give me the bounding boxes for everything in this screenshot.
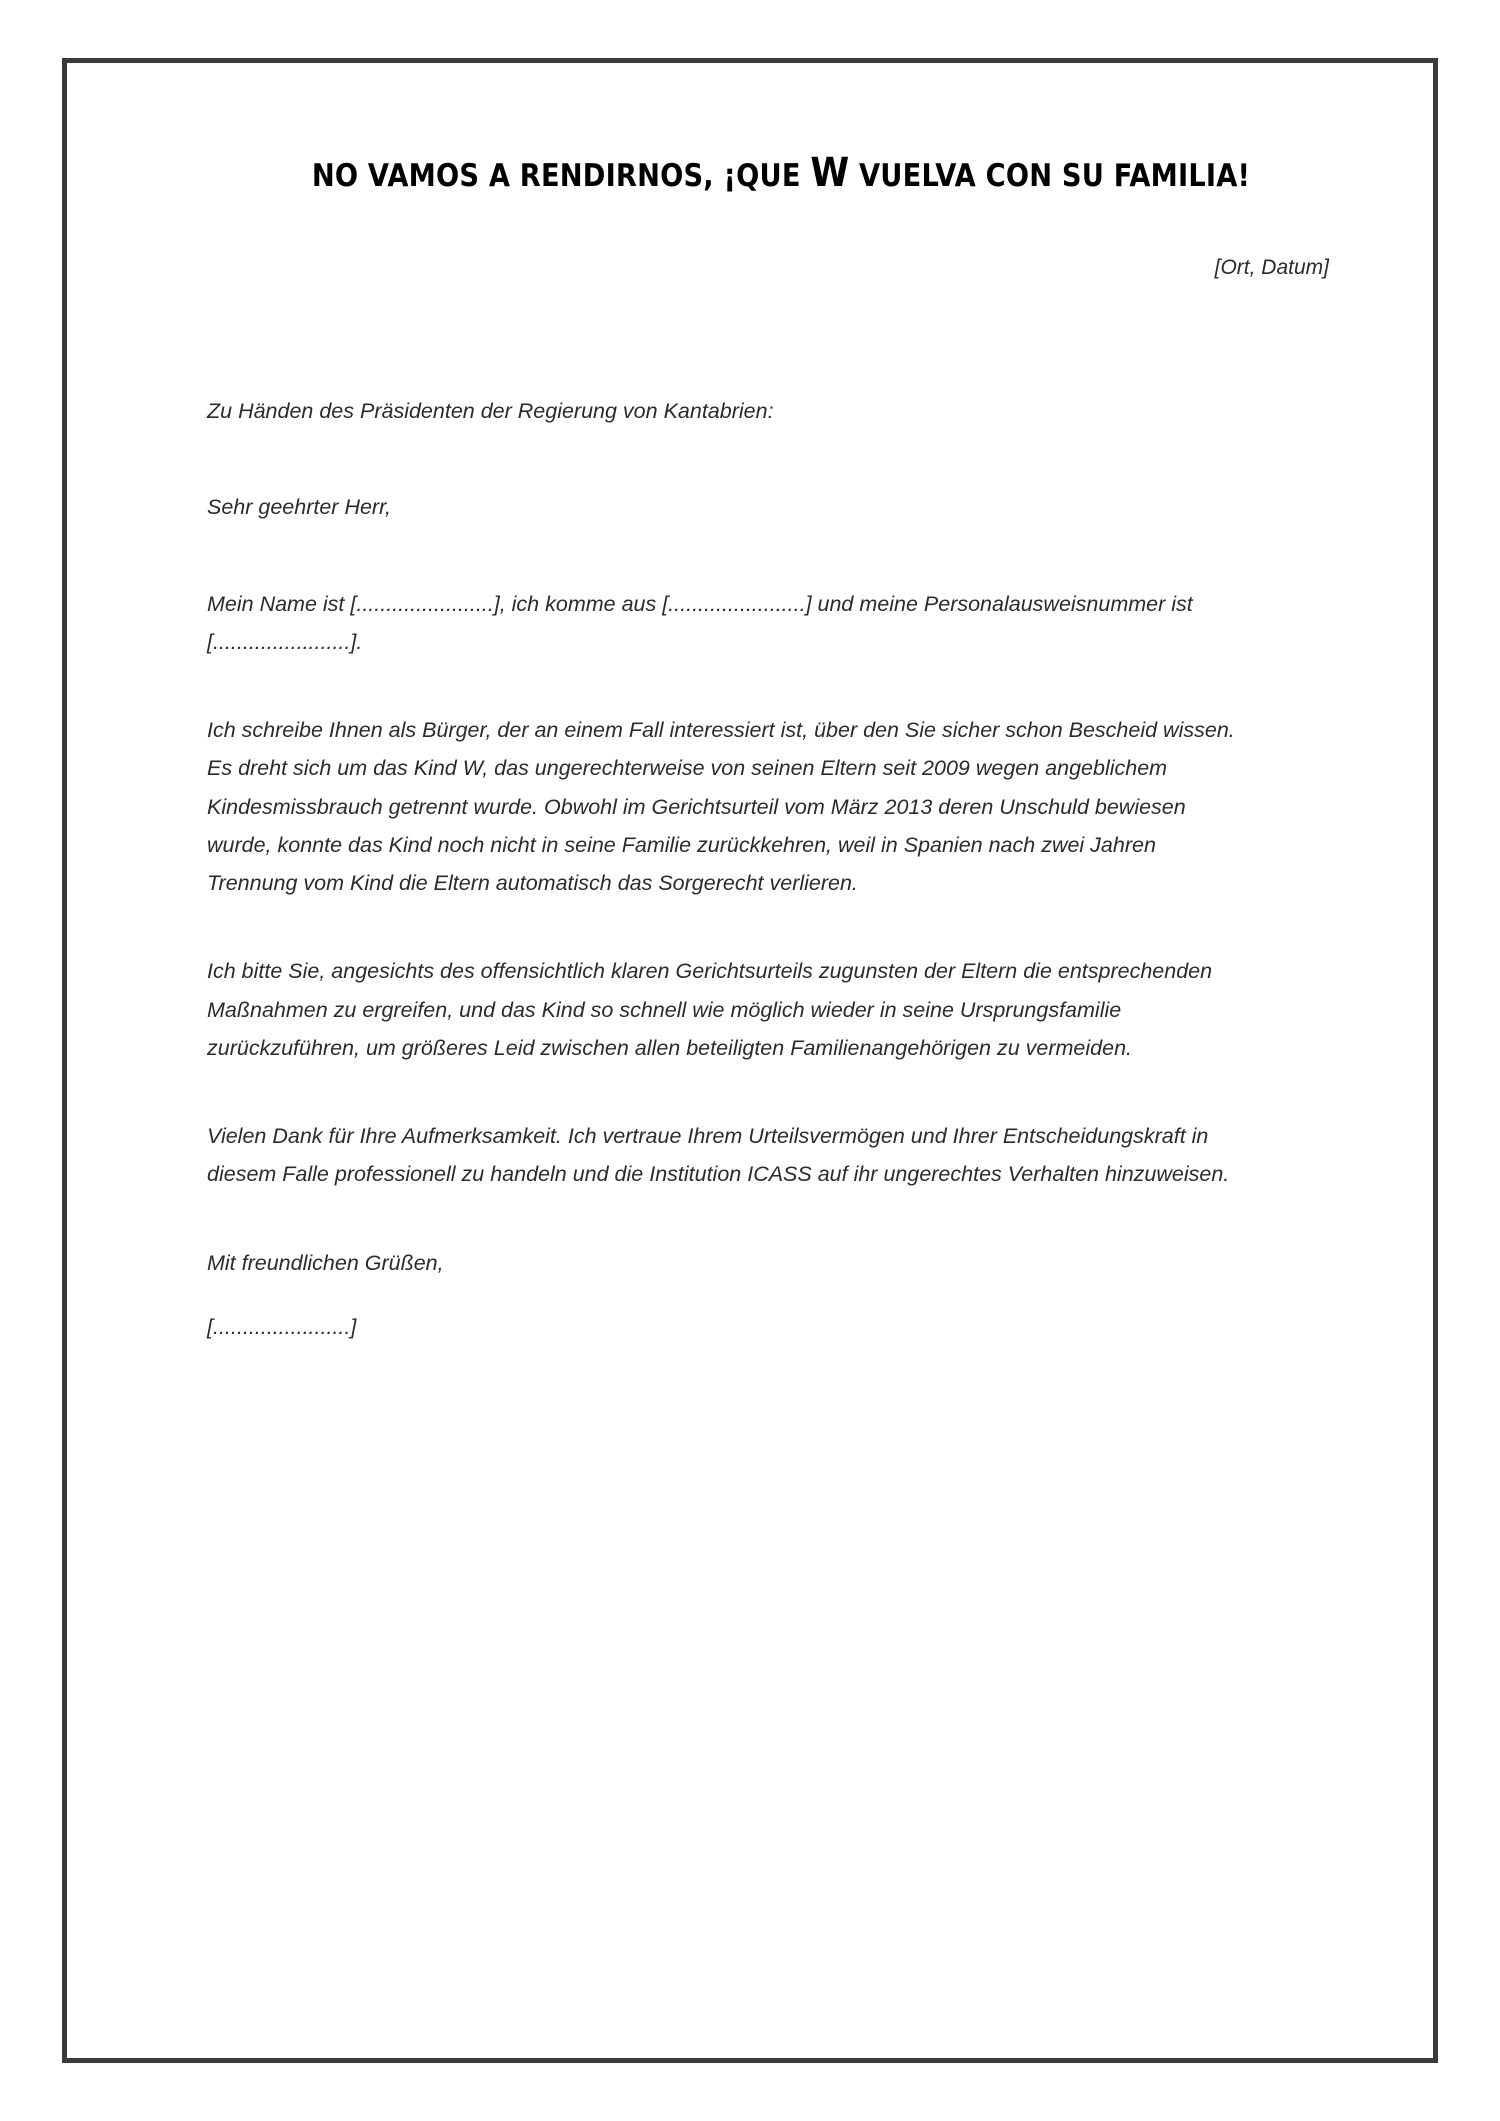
spacer bbox=[207, 430, 1355, 488]
spacer bbox=[207, 1282, 1355, 1308]
title-text-part-2: VUELVA CON SU FAMILIA! bbox=[849, 158, 1251, 194]
date-placeholder: [Ort, Datum] bbox=[1214, 256, 1329, 279]
addressee-line: Zu Händen des Präsidenten der Regierung von Kantabrien: bbox=[207, 399, 774, 423]
spacer bbox=[207, 1067, 1355, 1117]
spacer bbox=[207, 902, 1355, 952]
paragraph-intro: Mein Name ist [.......................], ich komme aus [.......................] und meine Personalausweisnummer ist [.......................]. bbox=[207, 591, 1193, 654]
paragraph-request: Ich bitte Sie, angesichts des offensichtlich klaren Gerichtsurteils zugunsten der Eltern die entsprechenden Maßnahmen zu ergreifen, und das Kind so schnell wie möglich wieder in seine Ursprungsfamilie zurückzuführen, um größeres Leid zwischen allen beteiligten Familienangehörigen zu vermeiden. bbox=[207, 959, 1213, 1060]
title-text-part-1: NO VAMOS A RENDIRNOS, ¡QUE bbox=[311, 158, 811, 194]
paragraph-case-description: Ich schreibe Ihnen als Bürger, der an einem Fall interessiert ist, über den Sie sicher schon Bescheid wissen. Es dreht sich um das Kind W, das ungerechterweise von seinen Eltern seit 2009 wegen angeblichem Kindesmissbrauch getrennt wurde. Obwohl im Gerichtsurteil vom März 2013 deren Unschuld bewiesen wurde, konnte das Kind noch nicht in seine Familie zurückkehren, weil in Spanien nach zwei Jahren Trennung vom Kind die Eltern automatisch das Sorgerecht verlieren. bbox=[207, 718, 1235, 896]
signature-placeholder: [.......................] bbox=[207, 1314, 357, 1339]
spacer bbox=[207, 1194, 1355, 1244]
closing-line: Mit freundlichen Grüßen, bbox=[207, 1250, 444, 1275]
page-title bbox=[276, 150, 1286, 196]
spacer bbox=[207, 527, 1355, 585]
spacer bbox=[207, 661, 1355, 711]
salutation-line: Sehr geehrter Herr, bbox=[207, 495, 392, 520]
paragraph-thanks: Vielen Dank für Ihre Aufmerksamkeit. Ich vertraue Ihrem Urteilsvermögen und Ihrer Entscheidungskraft in diesem Falle professionell zu handeln und die Institution ICASS auf ihr ungerechtes Verhalten hinzuweisen. bbox=[207, 1124, 1230, 1187]
spacer bbox=[207, 280, 1355, 392]
page-border-frame bbox=[62, 58, 1438, 2063]
title-text-highlight: W bbox=[810, 150, 850, 196]
